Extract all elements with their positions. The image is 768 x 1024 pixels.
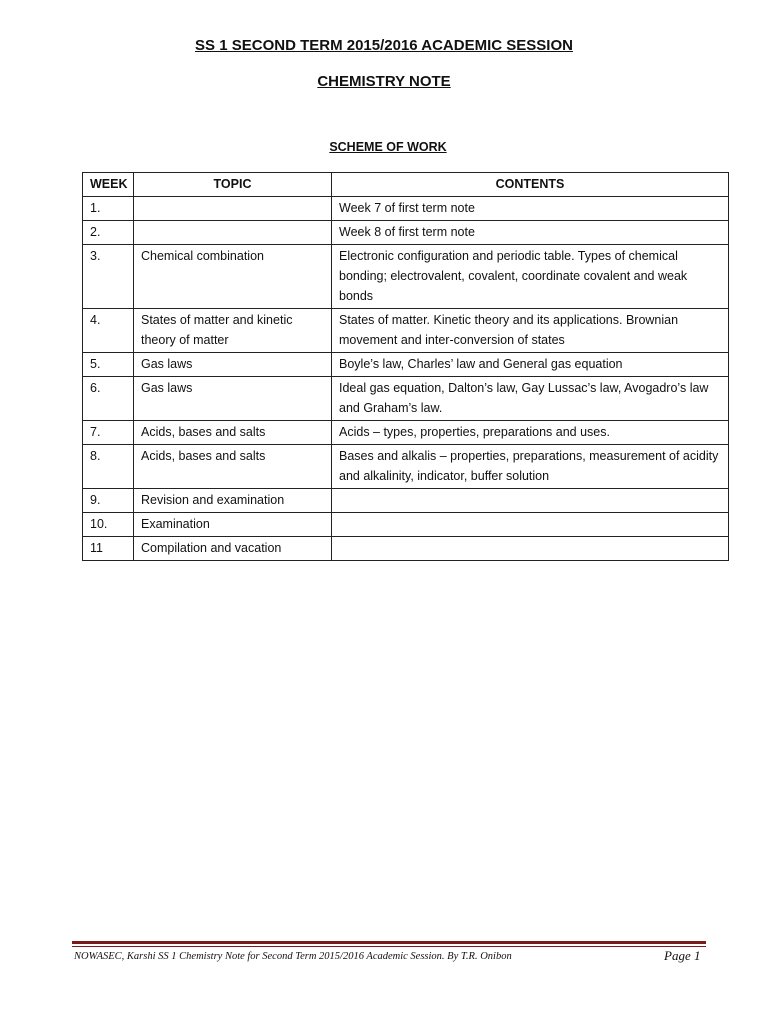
scheme-of-work-table (82, 172, 729, 561)
table-row (83, 377, 729, 421)
table-row (83, 221, 729, 245)
subject-title: CHEMISTRY NOTE (317, 73, 451, 90)
header-topic: TOPIC (134, 173, 332, 197)
footer-rule-thick (72, 941, 706, 944)
topic-cell: Acids, bases and salts (134, 445, 332, 489)
contents-cell: Boyle’s law, Charles’ law and General gas equation (332, 353, 729, 377)
footer-rule-thin (72, 946, 706, 947)
contents-cell (332, 537, 729, 561)
contents-cell (332, 489, 729, 513)
contents-cell: Ideal gas equation, Dalton’s law, Gay Lussac’s law, Avogadro’s law and Graham’s law. (332, 377, 729, 421)
week-cell: 9. (83, 489, 134, 513)
topic-cell: Acids, bases and salts (134, 421, 332, 445)
week-cell: 3. (83, 245, 134, 309)
table-row (83, 309, 729, 353)
header-week: WEEK (83, 173, 134, 197)
table-row (83, 353, 729, 377)
contents-cell: Bases and alkalis – properties, preparations, measurement of acidity and alkalinity, indicator, buffer solution (332, 445, 729, 489)
week-cell: 7. (83, 421, 134, 445)
topic-cell: Gas laws (134, 377, 332, 421)
week-cell: 10. (83, 513, 134, 537)
week-cell: 6. (83, 377, 134, 421)
page-number: Page 1 (664, 948, 701, 963)
topic-cell: Examination (134, 513, 332, 537)
document-title: SS 1 SECOND TERM 2015/2016 ACADEMIC SESSION (195, 37, 573, 54)
table-row (83, 197, 729, 221)
table-row (83, 489, 729, 513)
contents-cell: Acids – types, properties, preparations and uses. (332, 421, 729, 445)
week-cell: 2. (83, 221, 134, 245)
week-cell: 11 (83, 537, 134, 561)
week-cell: 5. (83, 353, 134, 377)
footer-text: NOWASEC, Karshi SS 1 Chemistry Note for Second Term 2015/2016 Academic Session. By T.R. Onibon (74, 951, 512, 962)
topic-cell: Compilation and vacation (134, 537, 332, 561)
table-row (83, 445, 729, 489)
contents-cell: States of matter. Kinetic theory and its applications. Brownian movement and inter-conversion of states (332, 309, 729, 353)
topic-cell (134, 197, 332, 221)
topic-cell (134, 221, 332, 245)
table-row (83, 537, 729, 561)
table-header-row (83, 173, 729, 197)
week-cell: 4. (83, 309, 134, 353)
table-row (83, 421, 729, 445)
table-row (83, 245, 729, 309)
week-cell: 1. (83, 197, 134, 221)
contents-cell: Electronic configuration and periodic table. Types of chemical bonding; electrovalent, covalent, coordinate covalent and weak bonds (332, 245, 729, 309)
topic-cell: Chemical combination (134, 245, 332, 309)
section-title: SCHEME OF WORK (329, 140, 447, 154)
week-cell: 8. (83, 445, 134, 489)
contents-cell (332, 513, 729, 537)
contents-cell: Week 8 of first term note (332, 221, 729, 245)
contents-cell: Week 7 of first term note (332, 197, 729, 221)
topic-cell: Revision and examination (134, 489, 332, 513)
topic-cell: Gas laws (134, 353, 332, 377)
header-contents: CONTENTS (332, 173, 729, 197)
topic-cell: States of matter and kinetic theory of matter (134, 309, 332, 353)
table-row (83, 513, 729, 537)
